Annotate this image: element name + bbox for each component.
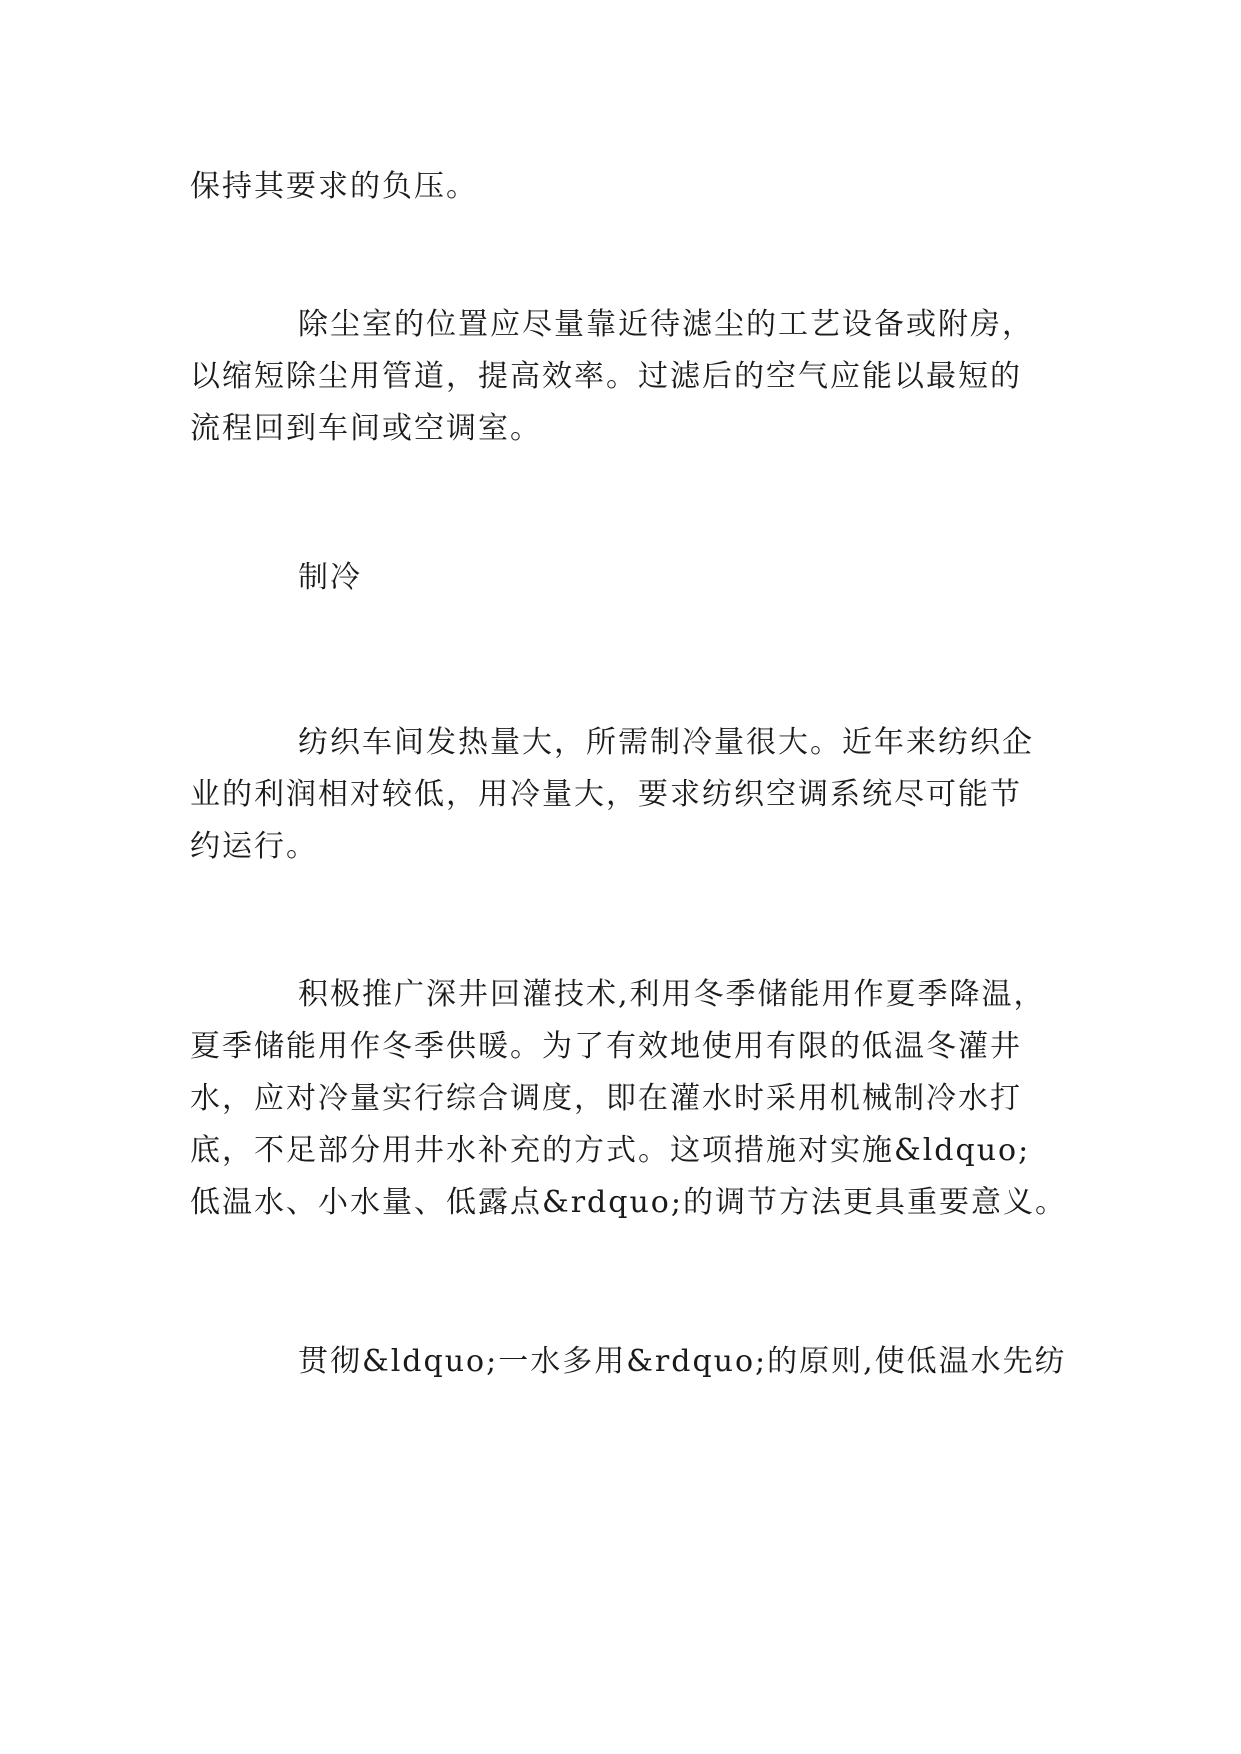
text-line: 低温水、小水量、低露点&rdquo;的调节方法更具重要意义。 xyxy=(190,1185,1067,1220)
text-line: 水，应对冷量实行综合调度，即在灌水时采用机械制冷水打 xyxy=(190,1081,1022,1116)
text-line: 业的利润相对较低，用冷量大，要求纺织空调系统尽可能节 xyxy=(190,777,1022,812)
text-line: 保持其要求的负压。 xyxy=(190,169,478,204)
text-line: 以缩短除尘用管道，提高效率。过滤后的空气应能以最短的 xyxy=(190,359,1022,394)
text-line: 积极推广深井回灌技术,利用冬季储能用作夏季降温， xyxy=(298,977,1046,1012)
text-line: 除尘室的位置应尽量靠近待滤尘的工艺设备或附房， xyxy=(298,307,1034,342)
text-line: 贯彻&ldquo;一水多用&rdquo;的原则,使低温水先纺 xyxy=(298,1344,1067,1379)
text-line: 约运行。 xyxy=(190,829,318,864)
text-line: 夏季储能用作冬季供暖。为了有效地使用有限的低温冬灌井 xyxy=(190,1029,1022,1064)
section-heading: 制冷 xyxy=(298,560,362,595)
text-line: 流程回到车间或空调室。 xyxy=(190,411,542,446)
text-line: 纺织车间发热量大，所需制冷量很大。近年来纺织企 xyxy=(298,725,1034,760)
text-line: 底，不足部分用井水补充的方式。这项措施对实施&ldquo; xyxy=(190,1133,1031,1168)
